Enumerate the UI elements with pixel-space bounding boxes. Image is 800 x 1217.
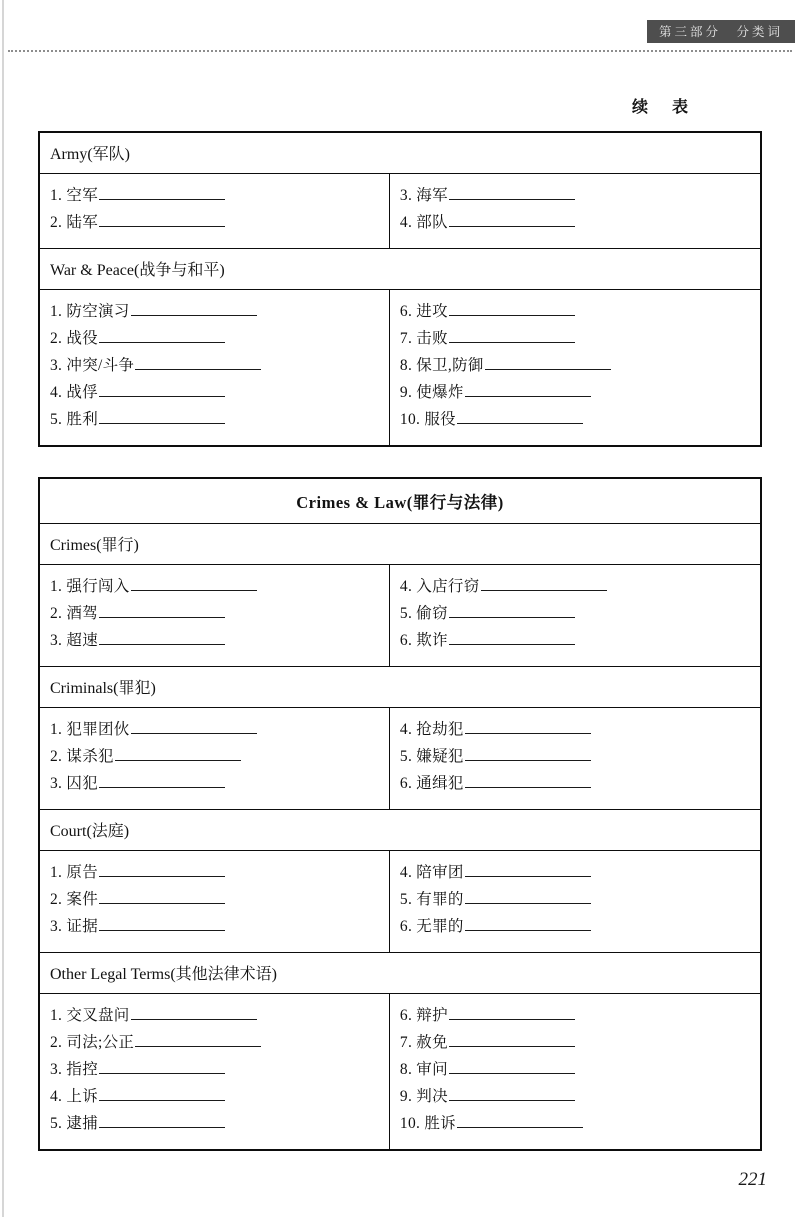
vocab-item-label: 5. 逮捕 [50, 1115, 99, 1132]
vocab-item-label: 1. 强行闯入 [50, 578, 130, 595]
criminals-items-right-column [390, 708, 760, 809]
crimes-items-right-column [390, 565, 760, 666]
vocab-item-label: 4. 陪审团 [399, 864, 464, 881]
fill-in-blank-line [99, 775, 225, 788]
army-items-left-column [40, 174, 390, 248]
fill-in-blank-line [465, 918, 591, 931]
vocab-item [400, 1083, 760, 1110]
vocab-item-label: 1. 空军 [50, 187, 99, 204]
vocab-item-label: 2. 战役 [50, 330, 99, 347]
vocab-item-label: 6. 辩护 [399, 1007, 448, 1024]
war-peace-section-title: War & Peace(战争与和平) [40, 249, 760, 290]
army-items [40, 174, 760, 249]
criminals-items [40, 708, 760, 810]
vocab-item-label: 8. 审问 [399, 1061, 448, 1078]
vocab-item-label: 10. 胜诉 [399, 1115, 456, 1132]
vocab-item-label: 7. 赦免 [399, 1034, 448, 1051]
vocab-item-label: 5. 胜利 [50, 411, 99, 428]
war-peace-items [40, 290, 760, 445]
vocab-item-label: 6. 欺诈 [399, 632, 448, 649]
vocab-item [50, 1056, 389, 1083]
fill-in-blank-line [449, 632, 575, 645]
vocab-item-label: 3. 超速 [50, 632, 99, 649]
vocab-item-label: 4. 部队 [399, 214, 448, 231]
other-legal-terms-items-right-column [390, 994, 760, 1149]
fill-in-blank-line [481, 578, 607, 591]
page-binding-shadow [2, 0, 4, 1217]
vocab-item [50, 298, 389, 325]
army-war-table [38, 131, 762, 447]
fill-in-blank-line [99, 918, 225, 931]
criminals-section-title: Criminals(罪犯) [40, 667, 760, 708]
vocab-item [400, 859, 760, 886]
crimes-section-title: Crimes(罪行) [40, 524, 760, 565]
vocab-item [400, 298, 760, 325]
fill-in-blank-line [99, 214, 225, 227]
vocab-item [400, 770, 760, 797]
vocab-item-label: 4. 抢劫犯 [399, 721, 464, 738]
crimes-items-left-column [40, 565, 390, 666]
fill-in-blank-line [99, 605, 225, 618]
fill-in-blank-line [449, 303, 575, 316]
fill-in-blank-line [131, 303, 257, 316]
war-peace-items-left-column [40, 290, 390, 445]
fill-in-blank-line [449, 330, 575, 343]
vocab-item [50, 325, 389, 352]
page-number: 221 [738, 1169, 767, 1190]
vocab-item [400, 716, 760, 743]
vocab-item [400, 209, 760, 236]
vocab-item-label: 8. 保卫,防御 [399, 357, 484, 374]
vocab-item [50, 406, 389, 433]
vocab-item [400, 379, 760, 406]
crimes-law-table-title: Crimes & Law(罪行与法律) [40, 479, 760, 524]
fill-in-blank-line [465, 891, 591, 904]
vocab-item [50, 1029, 389, 1056]
vocab-item [50, 352, 389, 379]
vocab-item-label: 10. 服役 [399, 411, 456, 428]
vocab-item-label: 6. 进攻 [399, 303, 448, 320]
fill-in-blank-line [465, 721, 591, 734]
fill-in-blank-line [135, 1034, 261, 1047]
vocab-item [400, 913, 760, 940]
other-legal-terms-items-left-column [40, 994, 390, 1149]
fill-in-blank-line [99, 891, 225, 904]
fill-in-blank-line [131, 721, 257, 734]
fill-in-blank-line [449, 1088, 575, 1101]
fill-in-blank-line [449, 1034, 575, 1047]
fill-in-blank-line [99, 1088, 225, 1101]
fill-in-blank-line [99, 187, 225, 200]
continued-table-label: 续 表 [631, 99, 692, 116]
fill-in-blank-line [449, 1061, 575, 1074]
fill-in-blank-line [457, 411, 583, 424]
fill-in-blank-line [99, 1061, 225, 1074]
court-items-right-column [390, 851, 760, 952]
fill-in-blank-line [449, 187, 575, 200]
vocab-item [400, 627, 760, 654]
army-section [40, 133, 760, 249]
fill-in-blank-line [449, 1007, 575, 1020]
fill-in-blank-line [131, 1007, 257, 1020]
vocab-item [400, 743, 760, 770]
vocab-item-label: 3. 囚犯 [50, 775, 99, 792]
vocab-item-label: 5. 嫌疑犯 [399, 748, 464, 765]
vocab-item-label: 1. 防空演习 [50, 303, 130, 320]
other-legal-terms-section-title: Other Legal Terms(其他法律术语) [40, 953, 760, 994]
vocab-item-label: 2. 酒驾 [50, 605, 99, 622]
fill-in-blank-line [99, 632, 225, 645]
court-section-title: Court(法庭) [40, 810, 760, 851]
war-peace-section [40, 249, 760, 445]
vocab-item [400, 352, 760, 379]
vocab-item [50, 182, 389, 209]
vocab-item-label: 4. 入店行窃 [399, 578, 480, 595]
vocab-item-label: 5. 有罪的 [399, 891, 464, 908]
vocab-item-label: 9. 判决 [399, 1088, 448, 1105]
vocab-item [50, 600, 389, 627]
fill-in-blank-line [99, 384, 225, 397]
fill-in-blank-line [115, 748, 241, 761]
vocab-item [400, 1029, 760, 1056]
page-header [0, 0, 800, 43]
vocab-item-label: 6. 通缉犯 [399, 775, 464, 792]
fill-in-blank-line [449, 214, 575, 227]
vocab-item-label: 2. 陆军 [50, 214, 99, 231]
vocab-item-label: 4. 上诉 [50, 1088, 99, 1105]
vocab-item-label: 3. 证据 [50, 918, 99, 935]
vocab-item [50, 573, 389, 600]
section-header-badge: 第三部分 分类词 [647, 20, 795, 43]
vocab-item-label: 3. 海军 [399, 187, 448, 204]
vocab-item-label: 5. 偷窃 [399, 605, 448, 622]
other-legal-terms-items [40, 994, 760, 1149]
vocab-item [50, 743, 389, 770]
vocab-item-label: 2. 司法;公正 [50, 1034, 135, 1051]
vocab-item [400, 1056, 760, 1083]
army-items-right-column [390, 174, 760, 248]
vocab-item-label: 1. 交叉盘问 [50, 1007, 130, 1024]
vocab-item-label: 6. 无罪的 [399, 918, 464, 935]
vocab-item [400, 886, 760, 913]
crimes-items [40, 565, 760, 667]
fill-in-blank-line [465, 384, 591, 397]
fill-in-blank-line [465, 864, 591, 877]
fill-in-blank-line [99, 330, 225, 343]
vocab-item [400, 325, 760, 352]
vocab-item-label: 2. 谋杀犯 [50, 748, 114, 765]
vocab-item [50, 379, 389, 406]
fill-in-blank-line [465, 775, 591, 788]
vocab-item [400, 1002, 760, 1029]
fill-in-blank-line [99, 864, 225, 877]
criminals-section [40, 667, 760, 810]
vocab-item [50, 770, 389, 797]
fill-in-blank-line [131, 578, 257, 591]
fill-in-blank-line [135, 357, 261, 370]
vocab-item [50, 627, 389, 654]
vocab-item-label: 1. 犯罪团伙 [50, 721, 130, 738]
vocab-item [50, 886, 389, 913]
fill-in-blank-line [99, 411, 225, 424]
fill-in-blank-line [485, 357, 611, 370]
vocab-item [50, 1083, 389, 1110]
vocab-item [50, 1110, 389, 1137]
fill-in-blank-line [449, 605, 575, 618]
vocab-item [400, 406, 760, 433]
crimes-section [40, 524, 760, 667]
vocab-item [50, 716, 389, 743]
vocab-item [50, 1002, 389, 1029]
vocab-item-label: 2. 案件 [50, 891, 99, 908]
vocab-item-label: 1. 原告 [50, 864, 99, 881]
vocab-item-label: 3. 指控 [50, 1061, 99, 1078]
vocab-item-label: 7. 击败 [399, 330, 448, 347]
other-legal-terms-section [40, 953, 760, 1149]
vocab-item [50, 859, 389, 886]
vocab-item [50, 913, 389, 940]
vocab-item-label: 3. 冲突/斗争 [50, 357, 135, 374]
vocab-item [400, 600, 760, 627]
vocab-item-label: 9. 使爆炸 [399, 384, 464, 401]
crimes-law-table [38, 477, 762, 1151]
criminals-items-left-column [40, 708, 390, 809]
vocab-item-label: 4. 战俘 [50, 384, 99, 401]
army-section-title: Army(军队) [40, 133, 760, 174]
fill-in-blank-line [465, 748, 591, 761]
vocab-item [400, 182, 760, 209]
vocab-item [400, 1110, 760, 1137]
court-items [40, 851, 760, 953]
court-items-left-column [40, 851, 390, 952]
vocab-item [400, 573, 760, 600]
vocab-item [50, 209, 389, 236]
dotted-divider [8, 50, 792, 52]
fill-in-blank-line [99, 1115, 225, 1128]
fill-in-blank-line [457, 1115, 583, 1128]
war-peace-items-right-column [390, 290, 760, 445]
court-section [40, 810, 760, 953]
